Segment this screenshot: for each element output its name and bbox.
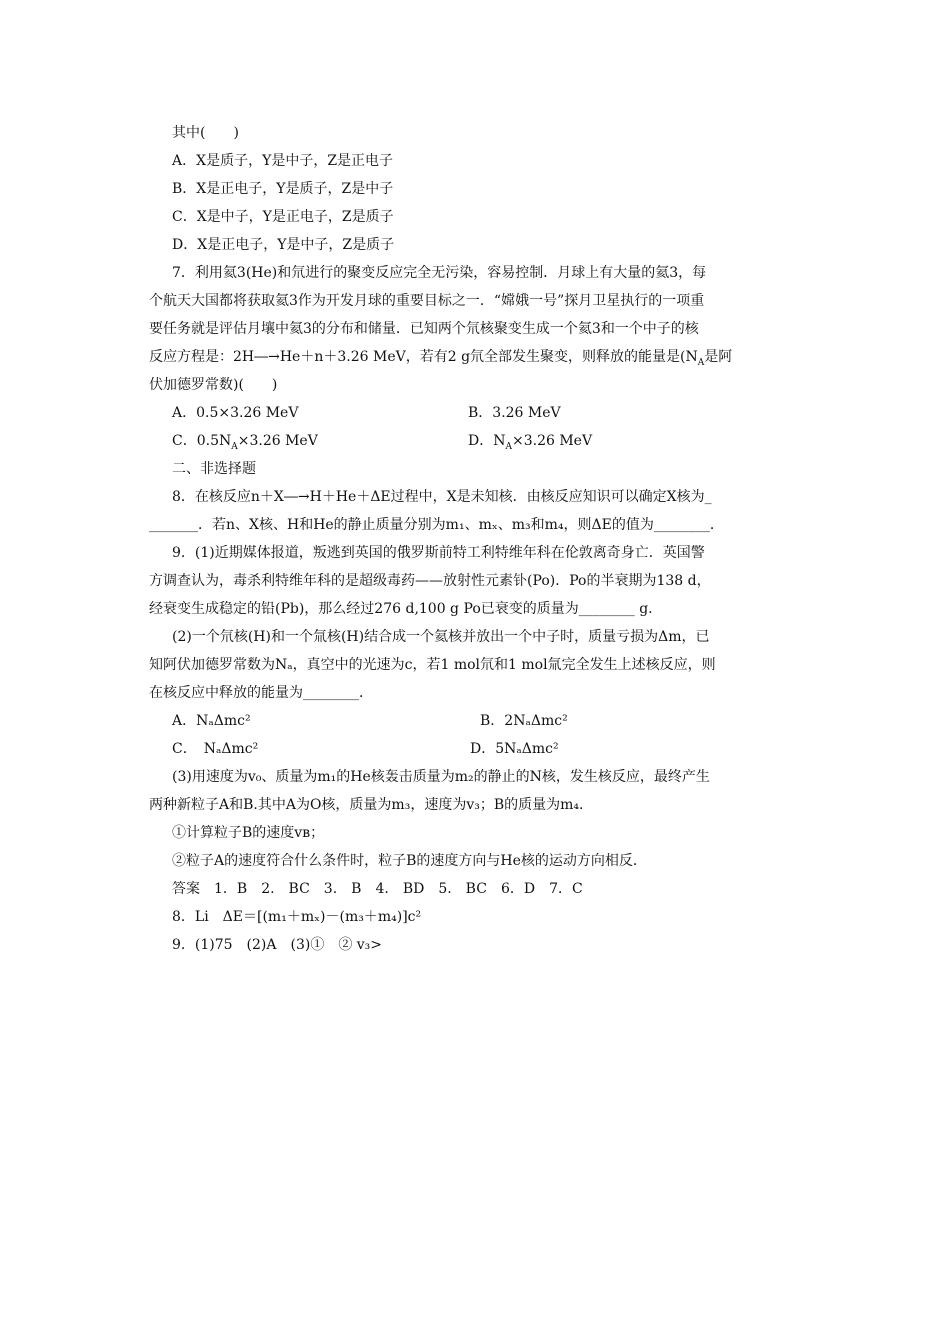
q9-p2-line-2: 知阿伏加德罗常数为Nₐ，真空中的光速为c，若1 mol氘和1 mol氚完全发生上述核反应，则 [149,657,716,673]
q7-option-d-text: D．N [468,433,506,449]
answers-line-2: 8．Li ΔE＝[(m₁＋mₓ)－(m₃＋m₄)]c² [172,909,422,925]
q7-option-d-sub: A [505,441,512,452]
q7-option-b: B．3.26 MeV [468,405,561,421]
q7-line-3: 要任务就是评估月壤中氦3的分布和储量．已知两个氘核聚变生成一个氦3和一个中子的核 [149,321,699,337]
q7-option-c-sub: A [231,441,238,452]
q7-line-4 [149,348,732,372]
q9-p3-line-1: (3)用速度为v₀、质量为m₁的He核轰击质量为m₂的静止的N核，发生核反应，最终产生 [172,769,710,785]
q6-option-c: C．X是中子，Y是正电子，Z是质子 [172,209,394,225]
q6-option-a: A．X是质子，Y是中子，Z是正电子 [172,153,394,169]
q7-option-d [468,432,592,456]
q9-p1-line-2: 方调查认为，毒杀利特维年科的是超级毒药——放射性元素钋(Po)．Po的半衰期为138 d， [149,573,711,589]
answers-line-1: 答案 1．B 2. BC 3. B 4. BD 5. BC 6．D 7．C [172,881,583,897]
q8-line-2: _______．若n、X核、H和He的静止质量分别为m₁、mₓ、m₃和m₄，则ΔE的值为________． [149,517,724,533]
q8-line-1: 8．在核反应n＋X―→H＋He＋ΔE过程中，X是未知核．由核反应知识可以确定X核为_ [172,489,712,505]
q9-p1-line-1: 9．(1)近期媒体报道，叛逃到英国的俄罗斯前特工利特维年科在伦敦离奇身亡．英国警 [172,545,705,561]
q7-option-c-end: ×3.26 MeV [237,433,318,449]
q9-sub-1: ①计算粒子B的速度vʙ； [172,825,325,841]
q7-line-4-text: 反应方程是：2H―→He＋n＋3.26 MeV，若有2 g氘全部发生聚变，则释放的能量是(N [149,349,698,365]
q7-line-2: 个航天大国都将获取氦3作为开发月球的重要目标之一．“嫦娥一号”探月卫星执行的一项重 [149,293,705,309]
q6-stem-tail: 其中( ) [172,125,239,141]
q7-option-a: A．0.5×3.26 MeV [172,405,299,421]
q9-p2-line-1: (2)一个氘核(H)和一个氚核(H)结合成一个氦核并放出一个中子时，质量亏损为Δm，已 [172,629,710,645]
q9-sub-2: ②粒子A的速度符合什么条件时，粒子B的速度方向与He核的运动方向相反． [172,853,647,869]
q9-p2-line-3: 在核反应中释放的能量为________． [149,685,373,701]
section-heading: 二、非选择题 [172,461,256,477]
q7-option-c-text: C．0.5N [172,433,232,449]
q7-line-1: 7．利用氦3(He)和氘进行的聚变反应完全无污染，容易控制．月球上有大量的氦3，每 [172,265,707,281]
q9-p3-line-2: 两种新粒子A和B.其中A为O核，质量为m₃，速度为v₃；B的质量为m₄. [149,797,584,813]
q9-p1-line-3: 经衰变生成稳定的铅(Pb)，那么经过276 d,100 g Po已衰变的质量为________ g. [149,601,653,617]
answers-line-3: 9．(1)75 (2)A (3)① ② v₃> [172,937,383,953]
q9-option-c: C． NₐΔmc² [172,741,259,757]
q7-option-c [172,432,318,456]
q7-line-4-end: 是阿 [704,349,733,365]
q7-option-d-end: ×3.26 MeV [511,433,593,449]
q9-option-d: D．5NₐΔmc² [470,741,559,757]
q6-option-d: D．X是正电子，Y是中子，Z是质子 [172,237,395,253]
q6-option-b: B．X是正电子，Y是质子，Z是中子 [172,181,394,197]
q9-option-a: A．NₐΔmc² [172,713,251,729]
q7-line-4-sub: A [697,357,705,368]
q7-line-5: 伏加德罗常数)( ) [149,377,278,393]
q9-option-b: B．2NₐΔmc² [480,713,568,729]
